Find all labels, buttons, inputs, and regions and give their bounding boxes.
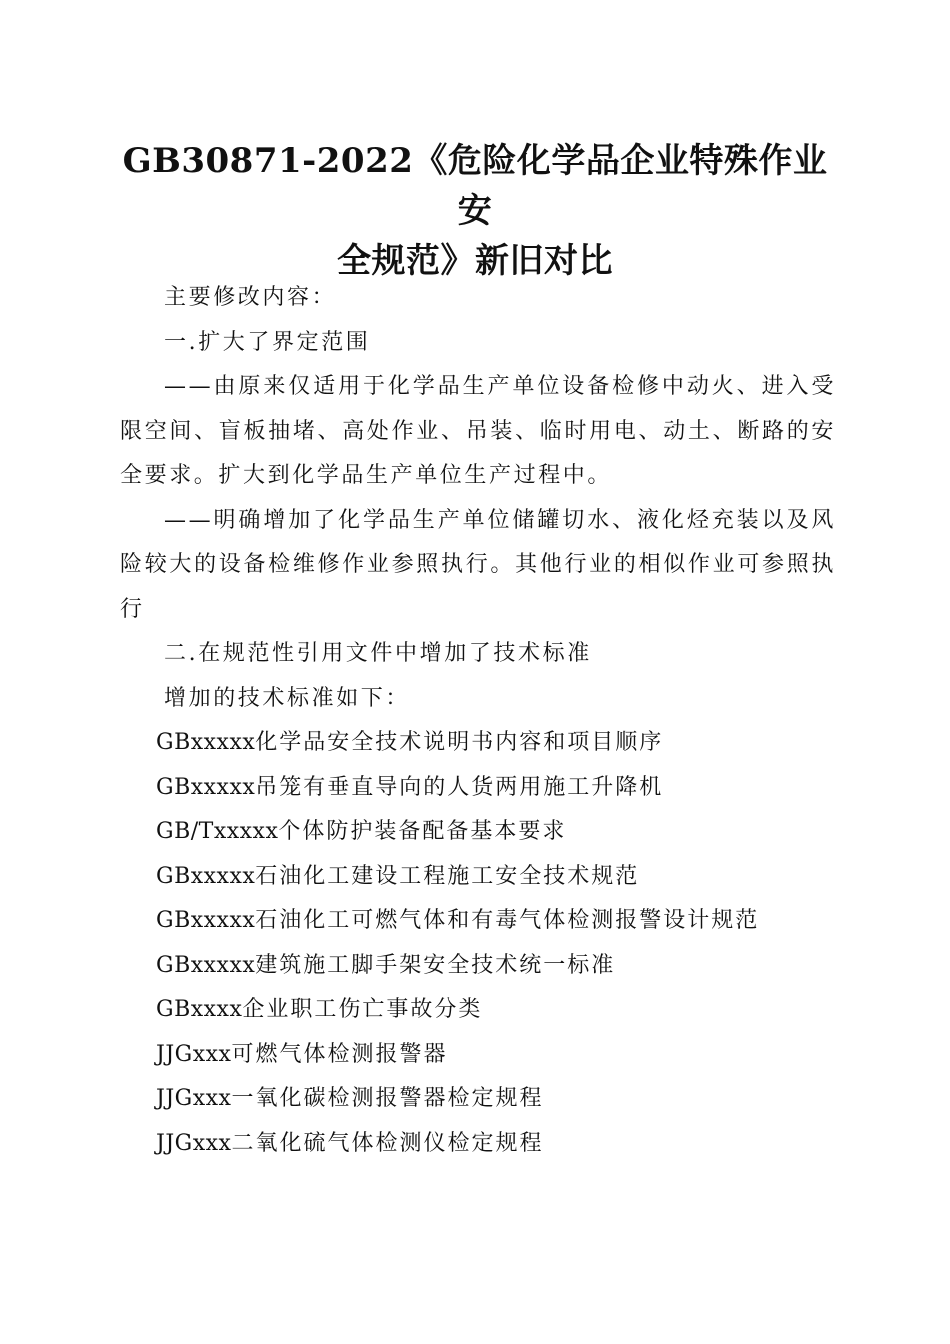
standard-code: JJGxxx xyxy=(156,1130,232,1156)
intro-line: 主要修改内容： xyxy=(164,285,337,310)
standards-list xyxy=(120,721,836,1166)
standard-code: GBxxxxx xyxy=(156,730,256,755)
standard-name: 化学品安全技术说明书内容和项目顺序 xyxy=(255,730,664,755)
standard-name: 建筑施工脚手架安全技术统一标准 xyxy=(255,952,616,978)
section-1-item-2: ——明确增加了化学品生产单位储罐切水、液化烃充装以及风险较大的设备检维修作业参照执行。其他行业的相似作业可参照执行 xyxy=(120,507,836,622)
standard-item xyxy=(120,810,836,855)
title-line-1: GB30871-2022《危险化学品企业特殊作业安 xyxy=(122,141,828,231)
standard-item xyxy=(120,944,836,989)
standard-code: GBxxxx xyxy=(156,997,243,1022)
section-1-item-1: ——由原来仅适用于化学品生产单位设备检修中动火、进入受限空间、盲板抽堵、高处作业、吊装、临时用电、动土、断路的安全要求。扩大到化学品生产单位生产过程中。 xyxy=(120,374,836,488)
standard-name: 石油化工建设工程施工安全技术规范 xyxy=(255,863,640,889)
standard-name: 石油化工可燃气体和有毒气体检测报警设计规范 xyxy=(255,908,760,933)
standard-item xyxy=(120,766,836,811)
standard-code: JJGxxx xyxy=(156,1041,232,1067)
standard-name: 企业职工伤亡事故分类 xyxy=(242,997,483,1022)
standard-item xyxy=(120,855,836,900)
section-2-heading: 二.在规范性引用文件中增加了技术标准 xyxy=(164,641,592,666)
standard-item xyxy=(120,899,836,944)
document-title xyxy=(110,136,840,286)
standard-item xyxy=(120,1122,836,1167)
standard-item xyxy=(120,721,836,766)
title-line-2: 全规范》新旧对比 xyxy=(337,241,613,281)
section-1-heading: 一.扩大了界定范围 xyxy=(164,329,371,355)
standard-code: GBxxxxx xyxy=(156,774,256,800)
standard-name: 二氧化硫气体检测仪检定规程 xyxy=(231,1130,544,1156)
standard-code: JJGxxx xyxy=(156,1086,232,1111)
document-body xyxy=(120,276,836,1166)
standard-code: GBxxxxx xyxy=(156,952,256,978)
standards-intro: 增加的技术标准如下： xyxy=(164,685,411,711)
standard-item xyxy=(120,1033,836,1078)
standard-code: GB/Txxxxx xyxy=(156,819,279,844)
standard-item xyxy=(120,1077,836,1122)
standard-item xyxy=(120,988,836,1033)
standard-name: 可燃气体检测报警器 xyxy=(231,1041,448,1067)
standard-name: 一氧化碳检测报警器检定规程 xyxy=(231,1086,544,1111)
standard-name: 个体防护装备配备基本要求 xyxy=(278,819,567,844)
standard-code: GBxxxxx xyxy=(156,908,256,933)
standard-code: GBxxxxx xyxy=(156,863,256,889)
standard-name: 吊笼有垂直导向的人货两用施工升降机 xyxy=(255,774,664,800)
